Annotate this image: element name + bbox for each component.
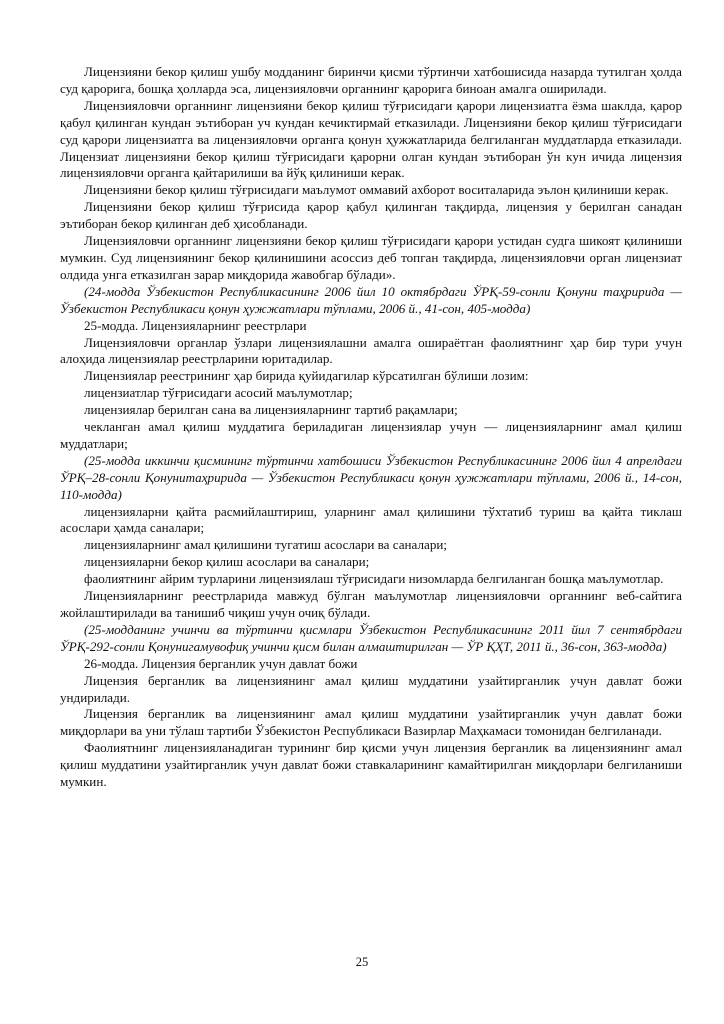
list-item: фаолиятнинг айрим турларини лицензиялаш тўғрисидаги низомларда белгиланган бошқа маълумотлар. — [84, 571, 664, 587]
paragraph-18: Лицензияларнинг реестрларида мавжуд бўлган маълумотлар лицензияловчи органнинг веб-сайтига жойлаштирилади ва танишиб чиқиш учун очиқ бўлади. — [60, 588, 682, 620]
paragraph-9: Лицензиялар реестрининг ҳар бирида қуйидагилар кўрсатилган бўлиши лозим: — [84, 368, 529, 384]
list-item: лицензияларнинг амал қилишини тугатиш асослари ва саналари; — [84, 537, 448, 553]
list-item: чекланган амал қилиш муддатига бериладиган лицензиялар учун — лицензияларнинг амал қилиш муддатлари; — [60, 419, 682, 451]
list-item: лицензиялар берилган сана ва лицензияларнинг тартиб рақамлари; — [84, 402, 458, 418]
article-25-heading: 25-модда. Лицензияларнинг реестрлари — [84, 317, 307, 333]
list-item: лицензияларни қайта расмийлаштириш, уларнинг амал қилишини тўхтатиб туриш ва қайта тиклаш асослари ҳамда саналари; — [60, 503, 682, 536]
page-number: 25 — [355, 955, 369, 969]
paragraph-1: Лицензияни бекор қилиш ушбу модданинг биринчи қисми тўртинчи хатбошисида назарда тутилган ҳолда суд қарорига, бошқа ҳолларда эса, лицензияловчи органнинг қарорига биноан амалга оширилади. — [60, 64, 682, 96]
article-26-heading: 26-модда. Лицензия берганлик учун давлат божи — [84, 655, 358, 671]
paragraph-22: Лицензия берганлик ва лицензиянинг амал қилиш муддатини узайтирганлик учун давлат божи миқдорлари ва уни тўлаш тартиби Ўзбекистон Республикаси Вазирлар Маҳкамаси томонидан белгиланади. — [60, 706, 682, 739]
paragraph-21: Лицензия берганлик ва лицензиянинг амал қилиш муддатини узайтирганлик учун давлат божи ундирилади. — [60, 672, 682, 705]
paragraph-23: Фаолиятнинг лицензияланадиган турининг бир қисми учун лицензия берганлик ва лицензиянинг амал қилиш муддатини узайтирганлик учун давлат божи ставкаларининг камайтирилган миқдорлари белгиланиши мумкин. — [60, 740, 682, 790]
paragraph-2: Лицензияловчи органнинг лицензияни бекор қилиш тўғрисидаги қарори лицензиатга ёзма шаклда, қарор қабул қилинган кундан эътиборан уч кундан кечиктирмай етказилади. Лицензияни бекор қилиш тўғрисидаги суд қарори лицензиатга ва лицензияловчи органга қонун ҳужжатларида белгиланган муддатларда етказилади. Лицензиат лицензияни бекор қилиш тўғрисидаги қарорни олган кундан эътиборан ўн кун ичида лицензия лицензияловчи органга қайтарилиши ва йўқ қилиниши керак. — [60, 97, 682, 181]
amendment-note-24: (24-модда Ўзбекистон Республикасининг 2006 йил 10 октябрдаги ЎРҚ-59-сонли Қонуни таҳририда — Ўзбекистон Республикаси қонун ҳужжатлари тўплами, 2006 й., 41-сон, 405-модда) — [60, 283, 682, 316]
paragraph-3: Лицензияни бекор қилиш тўғрисидаги маълумот оммавий ахборот воситаларида эълон қилиниши керак. — [84, 182, 669, 198]
amendment-note-25a: (25-модда иккинчи қисмининг тўртинчи хатбошиси Ўзбекистон Республикасининг 2006 йил 4 апрелдаги ЎРҚ–28-сонли Қонунитаҳририда — Ўзбекистон Республикаси қонун ҳужжатлари тўплами, 2006 й., 14-сон, 110-модда) — [60, 452, 682, 502]
list-item: лицензияларни бекор қилиш асослари ва саналари; — [84, 554, 370, 570]
paragraph-8: Лицензияловчи органлар ўзлари лицензиялашни амалга ошираётган фаолиятнинг ҳар бир тури учун алоҳида лицензиялар реестрларини юритадилар. — [60, 334, 682, 367]
paragraph-5: Лицензияловчи органнинг лицензияни бекор қилиш тўғрисидаги қарори устидан судга шикоят қилиниши мумкин. Суд лицензиянинг бекор қилинишини асоссиз деб топган тақдирда, лицензияловчи орган лицензиат олдида унга етказилган зарар миқдорида жавобгар бўлади». — [60, 233, 682, 282]
amendment-note-25b: (25-модданинг учинчи ва тўртинчи қисмлари Ўзбекистон Республикасининг 2011 йил 7 сентябрдаги ЎРҚ-292-сонли Қонунигамувофиқ учинчи қисм билан алмаштирилган — ЎР ҚҲТ, 2011 й., 36-сон, 363-модда) — [60, 621, 682, 654]
document-body — [60, 64, 682, 791]
paragraph-4: Лицензияни бекор қилиш тўғрисида қарор қабул қилинган тақдирда, лицензия у берилган санадан эътиборан бекор қилинган деб ҳисобланади. — [60, 199, 682, 232]
list-item: лицензиатлар тўғрисидаги асосий маълумотлар; — [84, 385, 353, 401]
